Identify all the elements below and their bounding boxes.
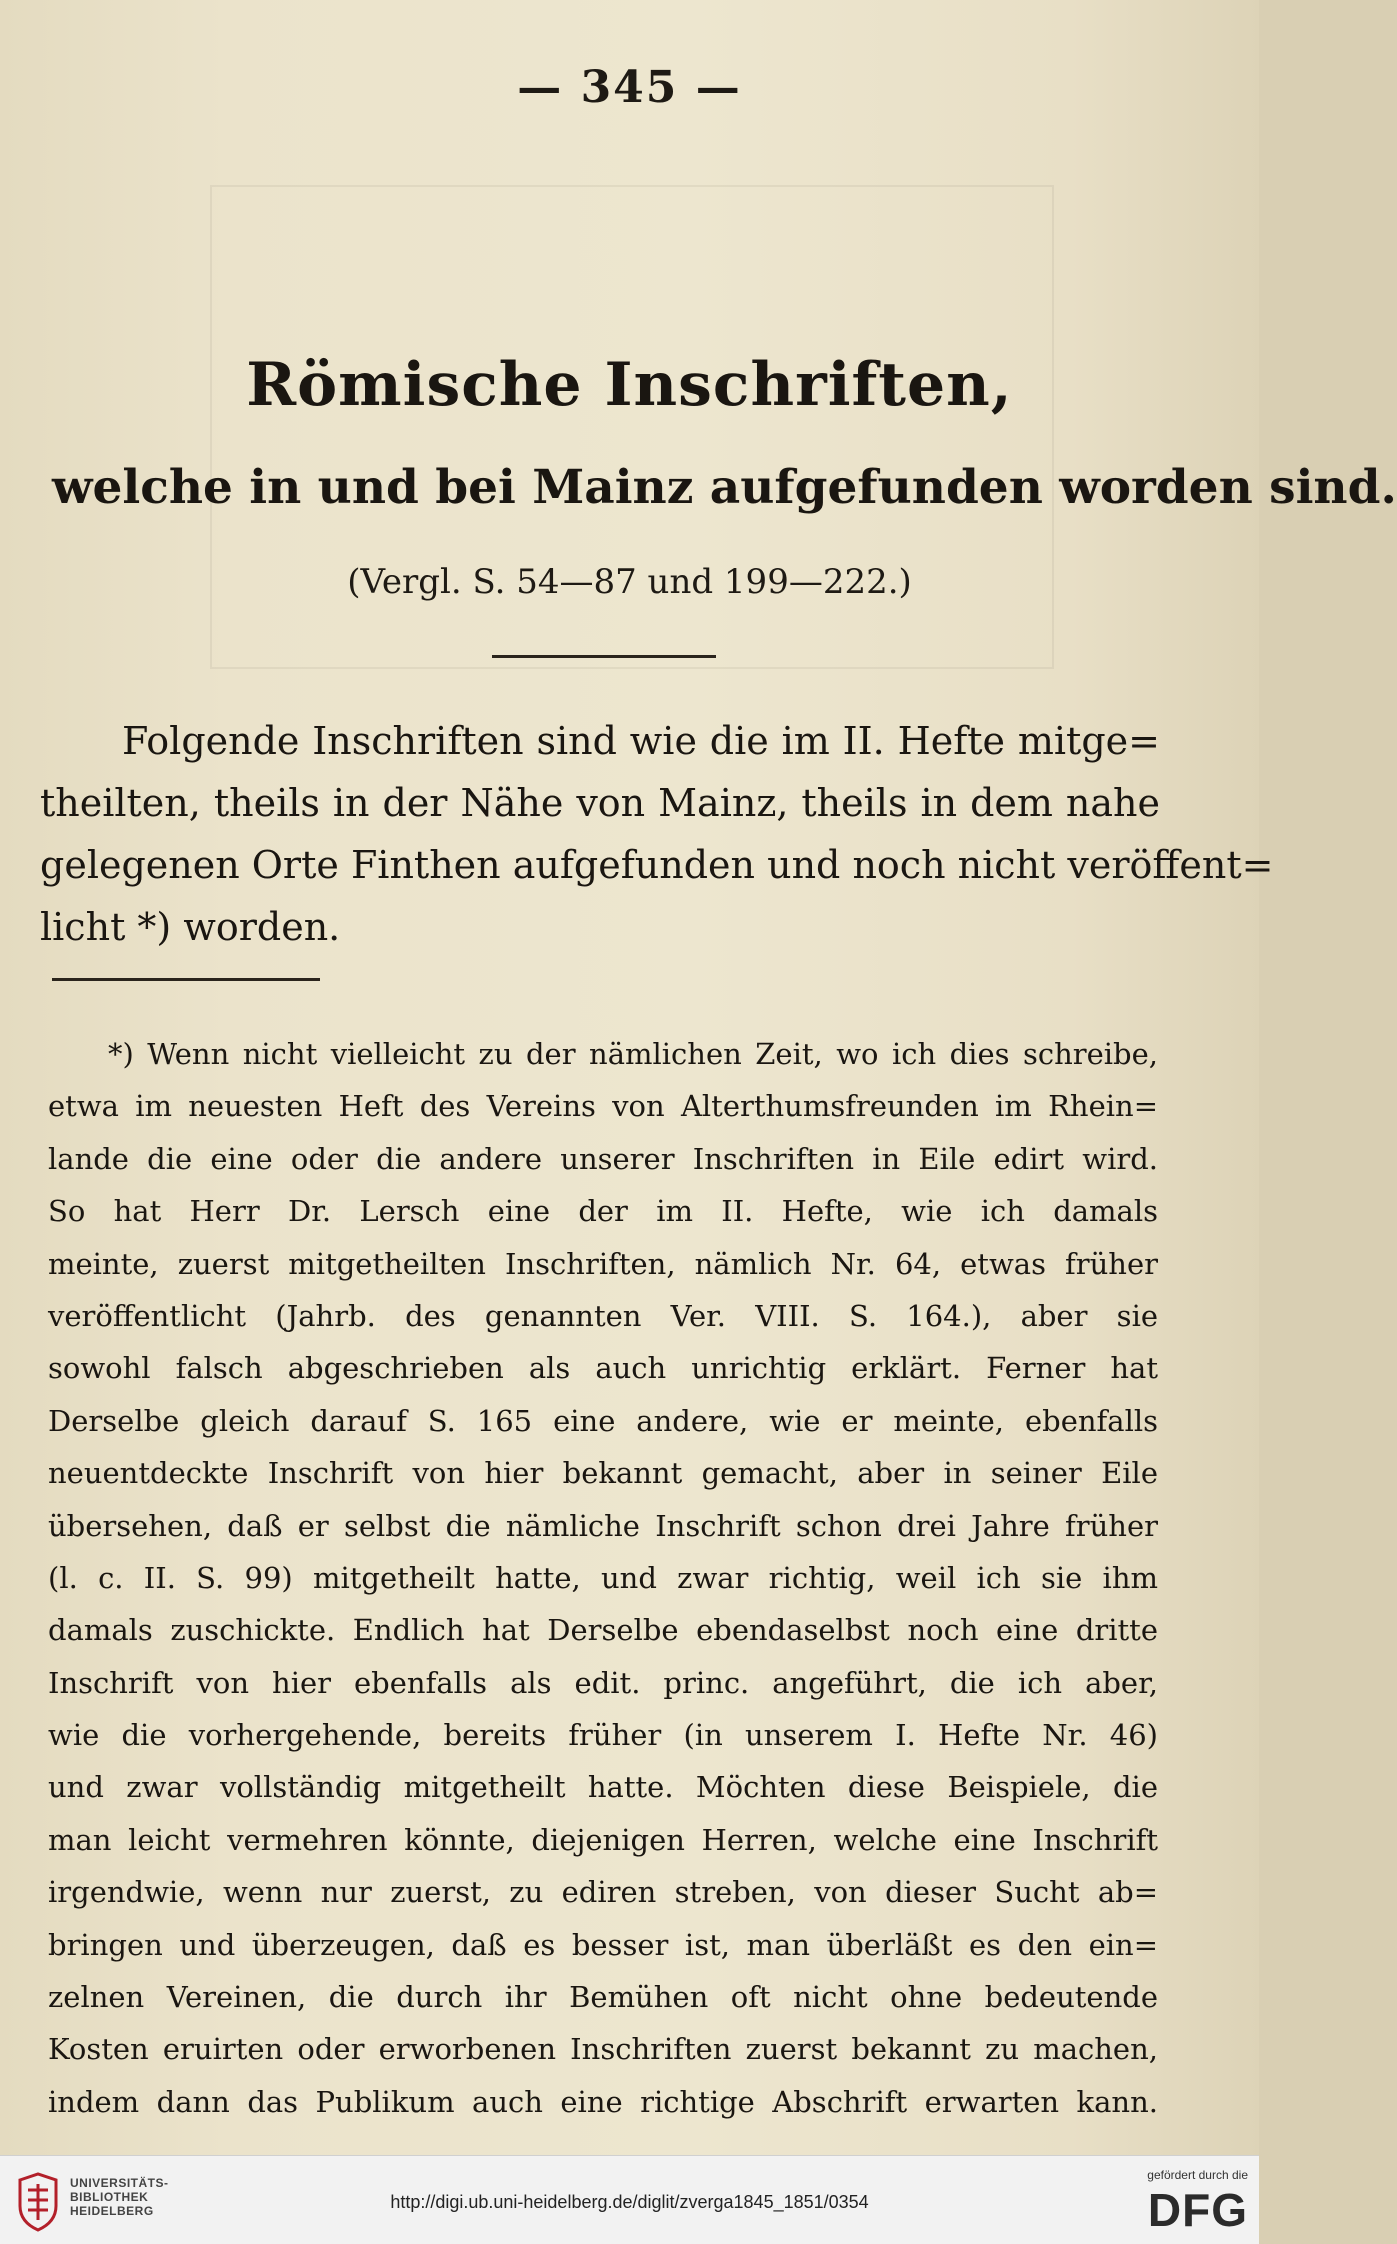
institution-line: HEIDELBERG <box>70 2204 154 2218</box>
footnote-line: lande die eine oder die andere unserer Inschriften in Eile edirt wird. <box>48 1141 1158 1176</box>
cross-reference: (Vergl. S. 54—87 und 199—222.) <box>347 562 912 602</box>
dfg-logo-icon: DFG <box>1147 2184 1248 2236</box>
footnote-line: übersehen, daß er selbst die nämliche Inschrift schon drei Jahre früher <box>48 1508 1158 1543</box>
footnote-line: etwa im neuesten Heft des Vereins von Alterthumsfreunden im Rhein= <box>48 1089 1158 1124</box>
footnote-line: veröffentlicht (Jahrb. des genannten Ver. VIII. S. 164.), aber sie <box>48 1298 1158 1333</box>
funding-caption: gefördert durch die <box>1147 2168 1248 2182</box>
footnote-line: *) Wenn nicht vielleicht zu der nämlichen Zeit, wo ich dies schreibe, <box>108 1037 1158 1071</box>
footnote <box>48 1028 1158 2128</box>
footnote-line: (l. c. II. S. 99) mitgetheilt hatte, und zwar richtig, weil ich sie ihm <box>48 1560 1158 1595</box>
intro-paragraph <box>40 710 1274 958</box>
footnote-line: indem dann das Publikum auch eine richtige Abschrift erwarten kann. <box>48 2084 1158 2119</box>
footnote-line: sowohl falsch abgeschrieben als auch unrichtig erklärt. Ferner hat <box>48 1351 1158 1386</box>
footnote-line: So hat Herr Dr. Lersch eine der im II. Hefte, wie ich damals <box>48 1194 1158 1229</box>
page-title: Römische Inschriften, <box>246 350 1013 420</box>
footnote-line: man leicht vermehren könnte, diejenigen Herren, welche eine Inschrift <box>48 1822 1158 1857</box>
intro-line: licht *) worden. <box>40 905 341 949</box>
page-subtitle: welche in und bei Mainz aufgefunden worden sind. <box>52 460 1397 515</box>
viewer-footer <box>0 2155 1259 2244</box>
footnote-line: irgendwie, wenn nur zuerst, zu ediren streben, von dieser Sucht ab= <box>48 1875 1158 1910</box>
footnote-divider <box>52 978 320 981</box>
section-divider <box>492 655 716 658</box>
page-number: — 345 — <box>517 62 742 113</box>
intro-line: Folgende Inschriften sind wie die im II. Hefte mitge= <box>122 719 1160 763</box>
footnote-line: wie die vorhergehende, bereits früher (in unserem I. Hefte Nr. 46) <box>48 1718 1158 1753</box>
footnote-line: bringen und überzeugen, daß es besser ist, man überläßt es den ein= <box>48 1927 1158 1962</box>
permalink-url[interactable]: http://digi.ub.uni-heidelberg.de/diglit/zverga1845_1851/0354 <box>390 2192 869 2212</box>
footnote-line: neuentdeckte Inschrift von hier bekannt gemacht, aber in seiner Eile <box>48 1456 1158 1491</box>
footnote-line: und zwar vollständig mitgetheilt hatte. Möchten diese Beispiele, die <box>48 1770 1158 1805</box>
footnote-line: Kosten eruirten oder erworbenen Inschriften zuerst bekannt zu machen, <box>48 2032 1158 2067</box>
institution-line: BIBLIOTHEK <box>70 2190 149 2204</box>
footnote-line: meinte, zuerst mitgetheilten Inschriften, nämlich Nr. 64, etwas früher <box>48 1246 1158 1281</box>
institution-line: UNIVERSITÄTS- <box>70 2176 169 2190</box>
footnote-line: Inschrift von hier ebenfalls als edit. princ. angeführt, die ich aber, <box>48 1665 1158 1700</box>
intro-line: gelegenen Orte Finthen aufgefunden und noch nicht veröffent= <box>40 843 1274 887</box>
footnote-line: Derselbe gleich darauf S. 165 eine andere, wie er meinte, ebenfalls <box>48 1403 1158 1438</box>
footnote-line: damals zuschickte. Endlich hat Derselbe ebendaselbst noch eine dritte <box>48 1613 1158 1648</box>
footnote-line: zelnen Vereinen, die durch ihr Bemühen oft nicht ohne bedeutende <box>48 1980 1158 2015</box>
intro-line: theilten, theils in der Nähe von Mainz, theils in dem nahe <box>40 781 1160 825</box>
